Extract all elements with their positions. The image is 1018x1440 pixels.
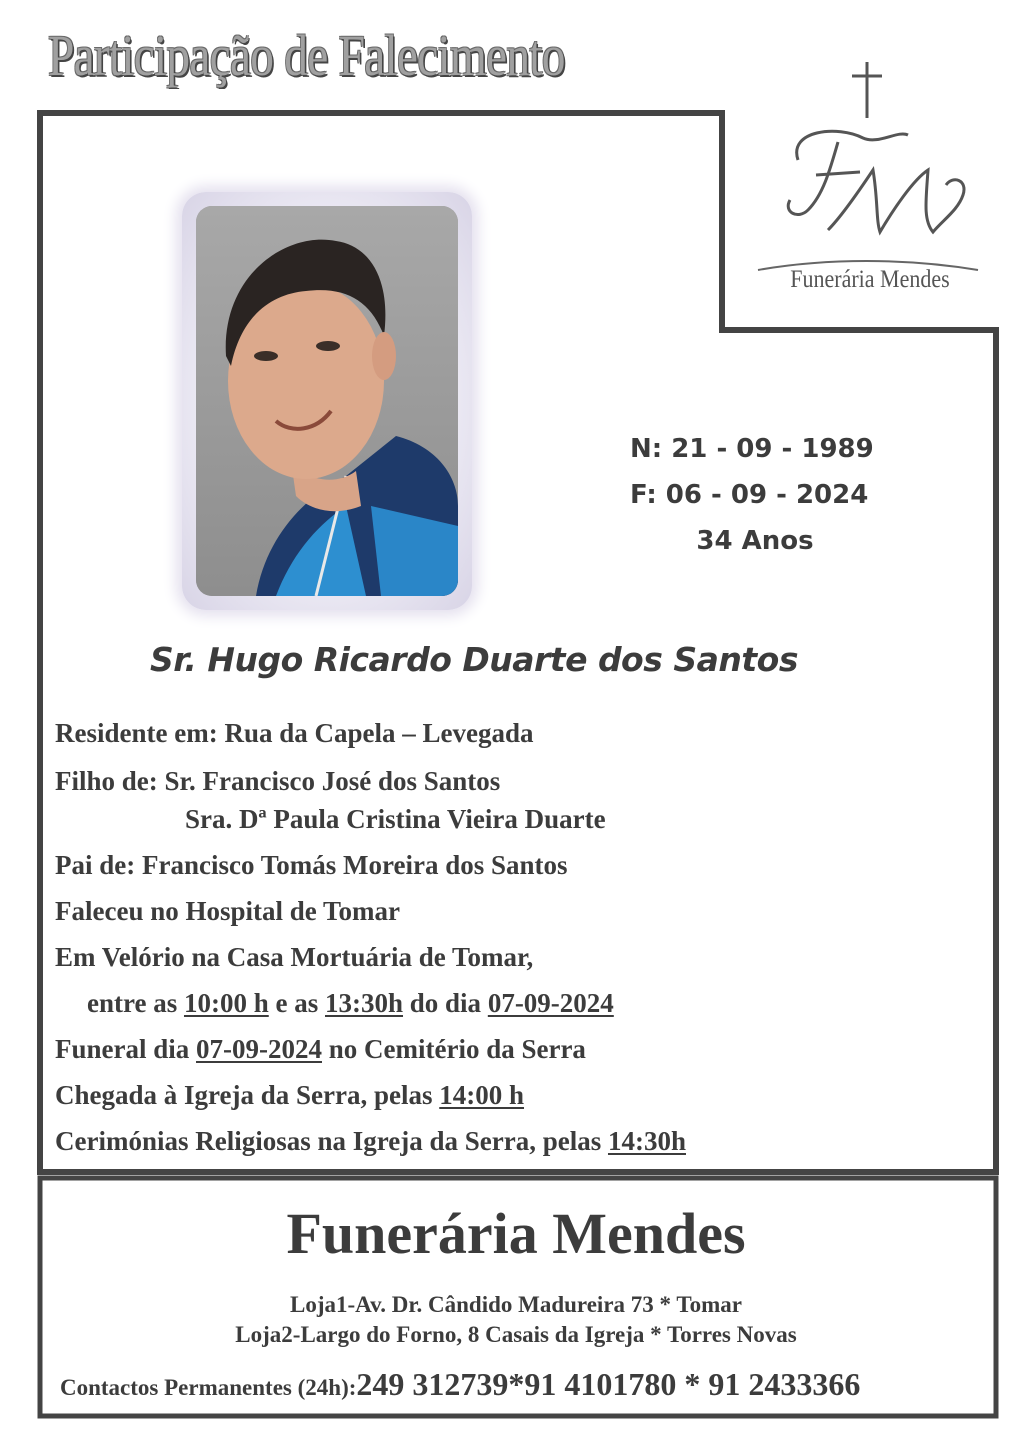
parents-line — [55, 766, 500, 797]
mother-name: Sra. Dª Paula Cristina Vieira Duarte — [185, 804, 606, 834]
page-title: Participação de Falecimento — [48, 23, 565, 88]
death-date: F: 06 - 09 - 2024 — [630, 480, 869, 510]
arrival-line — [55, 1080, 524, 1111]
arrival-time: 14:00 h — [439, 1080, 525, 1110]
wake-start-time: 10:00 h — [183, 988, 269, 1018]
birth-date: N: 21 - 09 - 1989 — [630, 434, 874, 464]
wake-between-text: entre as — [87, 988, 184, 1018]
dates-block — [630, 426, 880, 564]
wake-end-time: 13:30h — [325, 988, 404, 1018]
contacts-label: Contactos Permanentes (24h): — [60, 1375, 357, 1400]
father-name: Sr. Francisco José dos Santos — [164, 766, 501, 796]
wake-and-text: e as — [268, 988, 325, 1018]
store2-address: Loja2-Largo do Forno, 8 Casais da Igreja * Torres Novas — [235, 1322, 797, 1347]
residence-line: Residente em: Rua da Capela – Levegada — [55, 718, 534, 748]
funeral-line — [55, 1034, 586, 1065]
arrival-prefix: Chegada à Igreja da Serra, pelas — [55, 1080, 440, 1110]
contacts-line — [60, 1366, 990, 1403]
store1-address: Loja1-Av. Dr. Cândido Madureira 73 * Tomar — [290, 1292, 742, 1317]
wake-line: Em Velório na Casa Mortuária de Tomar, — [55, 942, 534, 972]
age: 34 Anos — [696, 526, 814, 556]
wake-times-line — [87, 988, 614, 1019]
portrait-photo — [196, 206, 458, 596]
deceased-name: Sr. Hugo Ricardo Duarte dos Santos — [150, 640, 798, 679]
funeraria-mendes-logo — [768, 120, 978, 250]
wake-date: 07-09-2024 — [487, 988, 614, 1018]
funeral-date: 07-09-2024 — [196, 1034, 322, 1064]
funeral-prefix: Funeral dia — [55, 1034, 197, 1064]
ceremony-line — [55, 1126, 686, 1157]
contacts-numbers: 249 312739*91 4101780 * 91 2433366 — [356, 1366, 861, 1402]
father-of-line: Pai de: Francisco Tomás Moreira dos Santos — [55, 850, 568, 880]
photo-frame — [182, 192, 472, 610]
logo-company-name: Funerária Mendes — [790, 266, 950, 293]
ceremony-prefix: Cerimónias Religiosas na Igreja da Serra, pelas — [55, 1126, 608, 1156]
ceremony-time: 14:30h — [607, 1126, 686, 1156]
son-of-label: Filho de: — [55, 766, 165, 796]
footer-company-name: Funerária Mendes — [286, 1201, 746, 1266]
died-at-line: Faleceu no Hospital de Tomar — [55, 896, 401, 926]
funeral-suffix: no Cemitério da Serra — [322, 1034, 586, 1064]
cross-icon — [848, 62, 886, 118]
wake-of-day-text: do dia — [403, 988, 488, 1018]
